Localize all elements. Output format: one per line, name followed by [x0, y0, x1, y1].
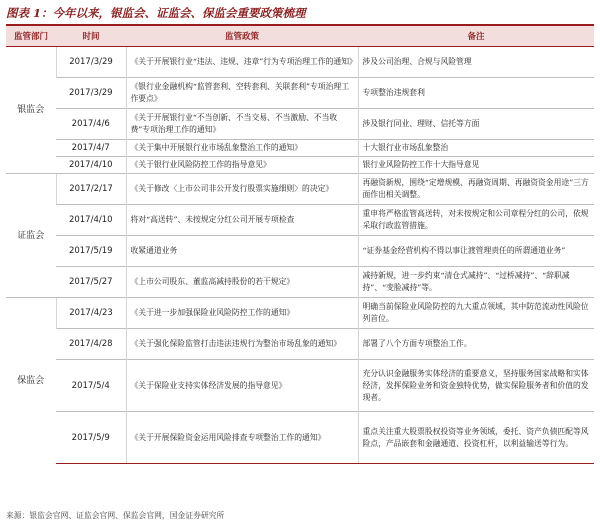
- row-policy: 《银行业金融机构“监管套利、空转套利、关联套利”专项治理工作要点》: [126, 78, 358, 109]
- table-row: [6, 47, 594, 78]
- dept-circ: 保监会: [6, 298, 56, 464]
- row-note: 专项整治违规套利: [358, 78, 594, 109]
- row-note: 充分认识金融服务实体经济的重要意义，坚持服务国家战略和实体经济，发挥保险业务和资金独特优势，做实保险服务者和价值的发现者。: [358, 360, 594, 412]
- table-row: [6, 78, 594, 109]
- figure-title: 图表 1：今年以来，银监会、证监会、保监会重要政策梳理: [6, 6, 306, 20]
- table-row: [6, 109, 594, 140]
- row-date: 2017/5/19: [56, 236, 126, 267]
- row-policy: 《关于开展银行业“不当创新、不当交易、不当激励、不当收费”专项治理工作的通知》: [126, 109, 358, 140]
- row-note: 重点关注重大股票股权投资等业务领域，委托、资产负债匹配等风险点，产品嵌套和金融通道、投资杠杆，以利益输送等行为。: [358, 412, 594, 464]
- table-row: [6, 267, 594, 298]
- row-date: 2017/5/27: [56, 267, 126, 298]
- row-policy: 《上市公司股东、董监高减持股份的若干规定》: [126, 267, 358, 298]
- row-date: 2017/4/28: [56, 329, 126, 360]
- header-policy: 监管政策: [126, 25, 358, 47]
- row-policy: 《关于集中开展银行业市场乱象整治工作的通知》: [126, 140, 358, 157]
- row-policy: 《关于修改〈上市公司非公开发行股票实施细则〉的决定》: [126, 174, 358, 205]
- row-date: 2017/4/10: [56, 157, 126, 174]
- table-row: [6, 412, 594, 464]
- row-date: 2017/4/10: [56, 205, 126, 236]
- table-row: [6, 236, 594, 267]
- header-date: 时间: [56, 25, 126, 47]
- dept-cbrc: 银监会: [6, 47, 56, 174]
- row-note: 银行业风险防控工作十大指导意见: [358, 157, 594, 174]
- row-note: 涉及公司治理、合规与风险管理: [358, 47, 594, 78]
- table-row: [6, 140, 594, 157]
- row-note: 十大银行业市场乱象整治: [358, 140, 594, 157]
- row-note: 再融资新规，围绕“定增规模、再融资周期、再融资资金用途”三方面作出相关调整。: [358, 174, 594, 205]
- dept-csrc: 证监会: [6, 174, 56, 298]
- table-row: [6, 360, 594, 412]
- table-row: [6, 329, 594, 360]
- row-policy: 《关于进一步加强保险业风险防控工作的通知》: [126, 298, 358, 329]
- row-date: 2017/4/6: [56, 109, 126, 140]
- header-note: 备注: [358, 25, 594, 47]
- table-header-row: [6, 25, 594, 47]
- row-policy: 将对“高送转”、未按规定分红公司开展专项检查: [126, 205, 358, 236]
- row-note: 明确当前保险业风险防控的九大重点领域，其中防范流动性风险位列首位。: [358, 298, 594, 329]
- row-policy: 《关于保险业支持实体经济发展的指导意见》: [126, 360, 358, 412]
- table-row: [6, 157, 594, 174]
- row-date: 2017/5/9: [56, 412, 126, 464]
- source-note: 来源：银监会官网、证监会官网、保监会官网，国金证券研究所: [6, 511, 225, 520]
- row-date: 2017/4/23: [56, 298, 126, 329]
- row-note: “证券基金经营机构不得以事让渡管理责任的所谓通道业务”: [358, 236, 594, 267]
- row-policy: 《关于银行业风险防控工作的指导意见》: [126, 157, 358, 174]
- row-date: 2017/3/29: [56, 47, 126, 78]
- row-date: 2017/5/4: [56, 360, 126, 412]
- header-dept: 监管部门: [6, 25, 56, 47]
- row-date: 2017/2/17: [56, 174, 126, 205]
- row-note: 部署了八个方面专项整治工作。: [358, 329, 594, 360]
- row-note: 减持新规，进一步约束“清仓式减持”、“过桥减持”、“辞职减持”、“变脸减持”等。: [358, 267, 594, 298]
- row-policy: 《关于强化保险监管打击违法违规行为整治市场乱象的通知》: [126, 329, 358, 360]
- row-policy: 《关于开展保险资金运用风险排查专项整治工作的通知》: [126, 412, 358, 464]
- policy-table: [6, 24, 594, 464]
- row-date: 2017/3/29: [56, 78, 126, 109]
- row-note: 涉及银行同业、理财、信托等方面: [358, 109, 594, 140]
- row-policy: 《关于开展银行业“违法、违规、违章”行为专项治理工作的通知》: [126, 47, 358, 78]
- row-note: 重申将严格监管高送转，对未按规定和公司章程分红的公司，依规采取行政监管措施。: [358, 205, 594, 236]
- row-date: 2017/4/7: [56, 140, 126, 157]
- table-row: [6, 174, 594, 205]
- table-row: [6, 205, 594, 236]
- table-row: [6, 298, 594, 329]
- row-policy: 收紧通道业务: [126, 236, 358, 267]
